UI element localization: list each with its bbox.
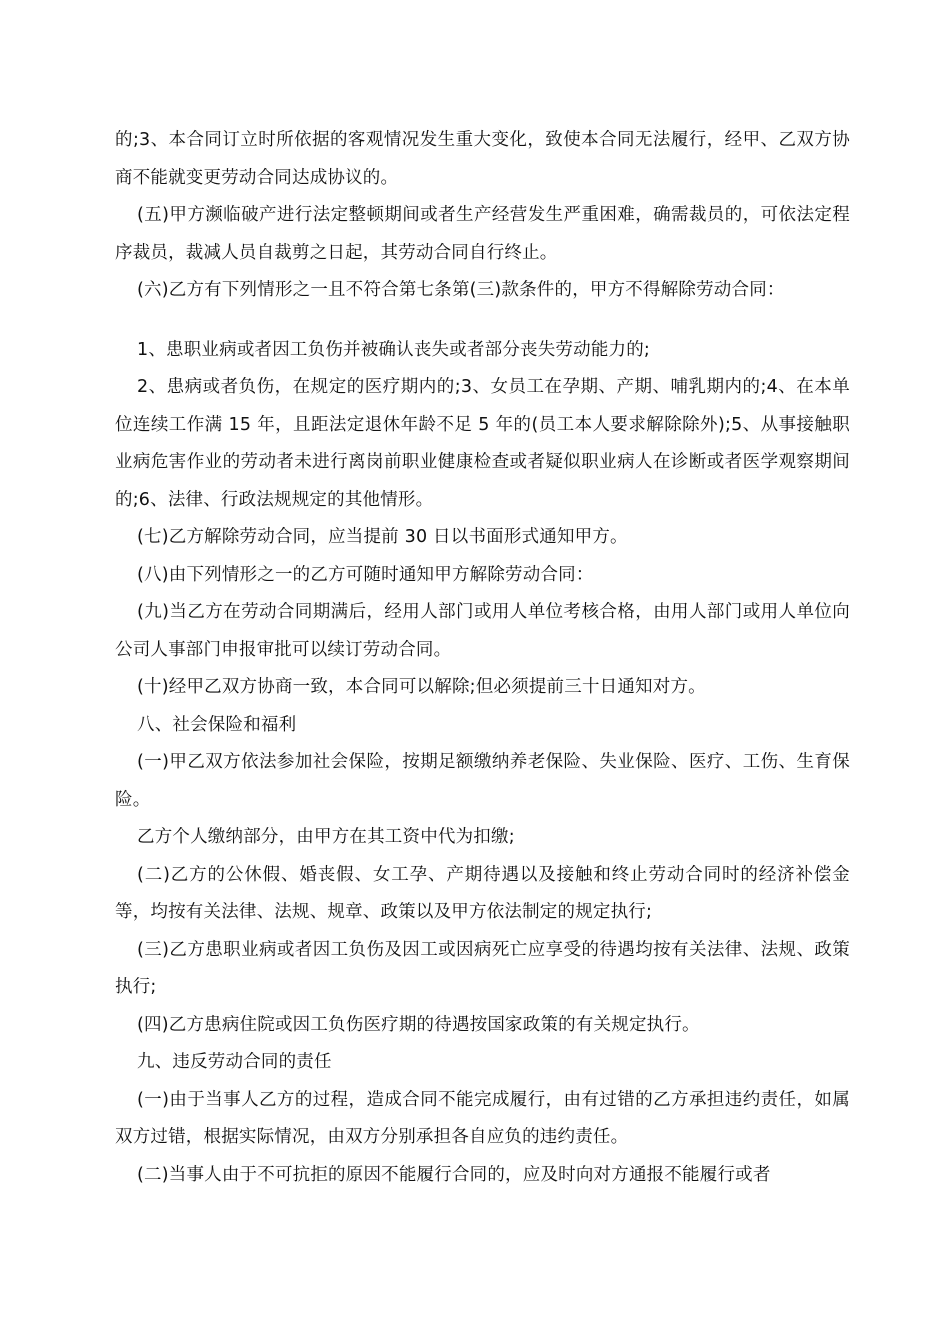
paragraph-liability-2: (二)当事人由于不可抗拒的原因不能履行合同的，应及时向对方通报不能履行或者 (137, 1164, 771, 1185)
paragraph-insurance-3: (三)乙方患职业病或者因工负伤及因工或因病死亡应享受的待遇均按有关法律、法规、政策执行; (115, 939, 850, 997)
paragraph-liability-1: (一)由于当事人乙方的过程，造成合同不能完成履行，由有过错的乙方承担违约责任，如属双方过错，根据实际情况，由双方分别承担各自应负的违约责任。 (115, 1089, 850, 1147)
paragraph-clause-8: (八)由下列情形之一的乙方可随时通知甲方解除劳动合同： (137, 564, 594, 585)
paragraph-gap (115, 310, 850, 332)
paragraph-insurance-4: (四)乙方患病住院或因工负伤医疗期的待遇按国家政策的有关规定执行。 (137, 1014, 700, 1035)
section-heading-9: 九、违反劳动合同的责任 (137, 1052, 332, 1072)
paragraph-clause-7: (七)乙方解除劳动合同，应当提前 30 日以书面形式通知甲方。 (137, 527, 628, 547)
paragraph-insurance-note: 乙方个人缴纳部分，由甲方在其工资中代为扣缴; (137, 827, 515, 847)
paragraph-clause-6: (六)乙方有下列情形之一且不符合第七条第(三)款条件的，甲方不得解除劳动合同： (137, 280, 785, 300)
paragraph-clause-5: (五)甲方濒临破产进行法定整顿期间或者生产经营发生严重困难，确需裁员的，可依法定程序裁员，裁减人员自裁剪之日起，其劳动合同自行终止。 (115, 205, 850, 263)
document-body (115, 122, 850, 1194)
paragraph-insurance-2: (二)乙方的公休假、婚丧假、女工孕、产期待遇以及接触和终止劳动合同时的经济补偿金等，均按有关法律、法规、规章、政策以及甲方依法制定的规定执行; (115, 864, 850, 922)
paragraph-item-1: 1、患职业病或者因工负伤并被确认丧失或者部分丧失劳动能力的; (137, 339, 651, 360)
paragraph-clause-9: (九)当乙方在劳动合同期满后，经用人部门或用人单位考核合格，由用人部门或用人单位向公司人事部门申报审批可以续订劳动合同。 (115, 602, 850, 660)
paragraph-clause-10: (十)经甲乙双方协商一致，本合同可以解除;但必须提前三十日通知对方。 (137, 677, 706, 697)
section-heading-8: 八、社会保险和福利 (137, 714, 297, 735)
paragraph-item-2: 2、患病或者负伤，在规定的医疗期内的;3、女员工在孕期、产期、哺乳期内的;4、在本单位连续工作满 15 年，且距法定退休年龄不足 5 年的(员工本人要求解除除外);5、从事接触职业病危害作业的劳动者未进行离岗前职业健康检查或者疑似职业病人在诊断或者医学观察期间的;6、法律、行政法规规定的其他情形。 (115, 377, 850, 510)
paragraph-continuation: 的;3、本合同订立时所依据的客观情况发生重大变化，致使本合同无法履行，经甲、乙双方协商不能就变更劳动合同达成协议的。 (115, 130, 850, 188)
paragraph-insurance-1: (一)甲乙双方依法参加社会保险，按期足额缴纳养老保险、失业保险、医疗、工伤、生育保险。 (115, 752, 850, 810)
